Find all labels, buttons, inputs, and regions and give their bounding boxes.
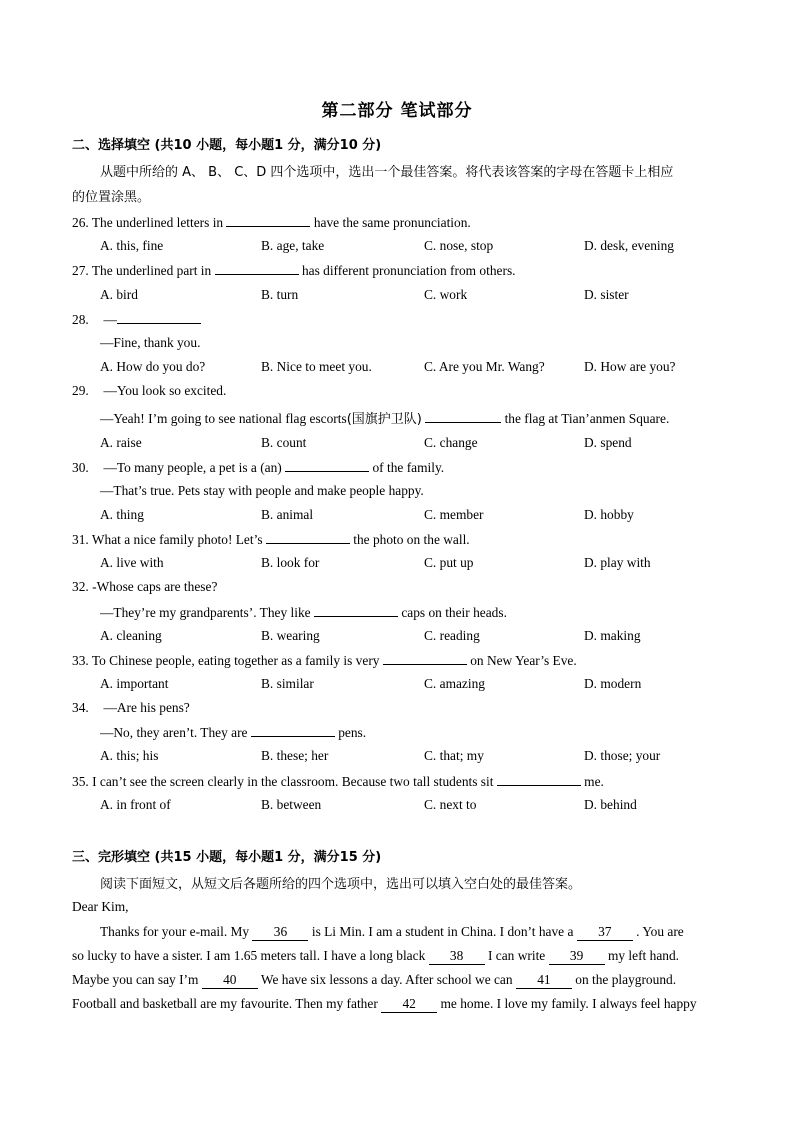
question-27 <box>72 262 516 279</box>
option-a: A. cleaning <box>100 628 162 643</box>
option-a: A. this; his <box>100 748 159 763</box>
question-number: 34. <box>72 700 89 715</box>
answer-blank <box>226 214 310 227</box>
option-b: B. similar <box>261 676 314 691</box>
passage-text: me home. I love my family. I always feel happy <box>440 996 697 1011</box>
question-text: pens. <box>338 725 367 740</box>
passage-text: . You are <box>636 924 684 939</box>
option-c: C. work <box>424 287 468 302</box>
option-b: B. animal <box>261 507 314 522</box>
passage-line-3 <box>72 972 676 989</box>
option-d: D. spend <box>584 435 632 450</box>
question-number: 32. <box>72 579 89 594</box>
letter-greeting: Dear Kim, <box>72 899 129 914</box>
section-instruction-line1: 从题中所给的 A、 B、 C、D 四个选项中，选出一个最佳答案。将代表该答案的字母在答题卡上相应 <box>100 165 674 180</box>
option-a: A. this, fine <box>100 238 164 253</box>
question-text: I can’t see the screen clearly in the classroom. Because two tall students sit <box>92 774 494 789</box>
cloze-instruction: 阅读下面短文，从短文后各题所给的四个选项中，选出可以填入空白处的最佳答案。 <box>100 877 582 892</box>
option-d: D. modern <box>584 676 642 691</box>
question-text: —To many people, a pet is a (an) <box>103 460 282 475</box>
question-text: on New Year’s Eve. <box>470 653 577 668</box>
option-b: B. turn <box>261 287 299 302</box>
question-29 <box>72 383 226 399</box>
section-instruction-line2: 的位置涂黑。 <box>72 190 151 205</box>
option-c: C. amazing <box>424 676 485 691</box>
question-28-reply: —Fine, thank you. <box>100 335 201 350</box>
option-a: A. important <box>100 676 169 691</box>
passage-line-1 <box>100 924 684 941</box>
passage-text: We have six lessons a day. After school we can <box>260 972 513 987</box>
option-d: D. desk, evening <box>584 238 674 253</box>
option-a: A. bird <box>100 287 138 302</box>
option-c: C. put up <box>424 555 474 570</box>
option-d: D. those; your <box>584 748 661 763</box>
answer-blank <box>314 604 398 617</box>
option-d: D. How are you? <box>584 359 676 374</box>
answer-blank <box>117 311 201 324</box>
question-text: —Are his pens? <box>103 700 190 715</box>
passage-text: so lucky to have a sister. I am 1.65 meters tall. I have a long black <box>72 948 426 963</box>
option-d: D. making <box>584 628 641 643</box>
question-34 <box>72 700 190 716</box>
question-26 <box>72 214 471 231</box>
question-text: has different pronunciation from others. <box>301 263 516 278</box>
passage-line-4 <box>72 996 697 1013</box>
option-c: C. next to <box>424 797 477 812</box>
option-b: B. these; her <box>261 748 329 763</box>
option-c: C. Are you Mr. Wang? <box>424 359 545 374</box>
question-text: —You look so excited. <box>103 383 227 398</box>
question-text: caps on their heads. <box>401 605 507 620</box>
option-c: C. nose, stop <box>424 238 494 253</box>
answer-blank <box>285 459 369 472</box>
option-b: B. look for <box>261 555 320 570</box>
question-number: 28. <box>72 312 89 327</box>
cloze-blank-40: 40 <box>202 972 258 989</box>
question-29-reply <box>100 408 669 427</box>
question-number: 29. <box>72 383 89 398</box>
passage-line-2 <box>72 948 679 965</box>
question-text: To Chinese people, eating together as a family is very <box>91 653 380 668</box>
answer-blank <box>425 410 501 423</box>
question-34-reply <box>100 724 366 741</box>
option-a: A. in front of <box>100 797 171 812</box>
option-b: B. Nice to meet you. <box>261 359 372 374</box>
option-a: A. raise <box>100 435 142 450</box>
answer-blank <box>251 724 335 737</box>
cloze-blank-39: 39 <box>549 948 605 965</box>
option-a: A. live with <box>100 555 164 570</box>
option-c: C. change <box>424 435 478 450</box>
page-title: 第二部分 笔试部分 <box>321 101 473 121</box>
passage-text: Thanks for your e-mail. My <box>100 924 250 939</box>
question-text: have the same pronunciation. <box>313 215 471 230</box>
cloze-blank-42: 42 <box>381 996 437 1013</box>
option-c: C. reading <box>424 628 480 643</box>
question-30 <box>72 459 444 476</box>
question-31 <box>72 531 470 548</box>
cloze-blank-38: 38 <box>429 948 485 965</box>
option-b: B. between <box>261 797 322 812</box>
question-text: the photo on the wall. <box>353 532 470 547</box>
passage-text: Football and basketball are my favourite. Then my father <box>72 996 378 1011</box>
question-text: of the family. <box>372 460 445 475</box>
question-number: 30. <box>72 460 89 475</box>
option-b: B. wearing <box>261 628 320 643</box>
option-d: D. play with <box>584 555 651 570</box>
question-number: 35. <box>72 774 89 789</box>
question-text: -Whose caps are these? <box>92 579 218 594</box>
question-number: 26. <box>72 215 89 230</box>
section-heading-cloze: 三、完形填空 (共15 小题，每小题1 分，满分15 分) <box>72 850 382 865</box>
question-text: What a nice family photo! Let’s <box>91 532 263 547</box>
question-text: —No, they aren’t. They are <box>100 725 248 740</box>
question-text: the flag at Tian’anmen Square. <box>504 411 670 426</box>
answer-blank <box>266 531 350 544</box>
passage-text: on the playground. <box>575 972 677 987</box>
question-32 <box>72 579 217 595</box>
question-text: The underlined letters in <box>91 215 224 230</box>
section-heading-multiple-choice: 二、选择填空 (共10 小题，每小题1 分，满分10 分) <box>72 138 382 153</box>
cloze-blank-36: 36 <box>252 924 308 941</box>
passage-text: my left hand. <box>607 948 679 963</box>
question-text: —They’re my grandparents’. They like <box>100 605 311 620</box>
cloze-blank-41: 41 <box>516 972 572 989</box>
option-c: C. that; my <box>424 748 484 763</box>
answer-blank <box>383 652 467 665</box>
question-number: 27. <box>72 263 89 278</box>
passage-text: I can write <box>487 948 546 963</box>
option-d: D. hobby <box>584 507 634 522</box>
answer-blank <box>215 262 299 275</box>
passage-text: is Li Min. I am a student in China. I don’t have a <box>311 924 574 939</box>
question-33 <box>72 652 577 669</box>
cloze-blank-37: 37 <box>577 924 633 941</box>
option-a: A. How do you do? <box>100 359 206 374</box>
answer-blank <box>497 773 581 786</box>
option-d: D. behind <box>584 797 637 812</box>
option-d: D. sister <box>584 287 629 302</box>
question-number: 31. <box>72 532 89 547</box>
question-28 <box>72 311 201 328</box>
option-a: A. thing <box>100 507 144 522</box>
question-text: me. <box>584 774 604 789</box>
question-32-reply <box>100 604 507 621</box>
question-text: — <box>103 312 117 327</box>
question-35 <box>72 773 604 790</box>
question-number: 33. <box>72 653 89 668</box>
chinese-gloss: (国旗护卫队) <box>346 412 422 427</box>
passage-text: Maybe you can say I’m <box>72 972 199 987</box>
option-c: C. member <box>424 507 484 522</box>
option-b: B. age, take <box>261 238 325 253</box>
question-text: —Yeah! I’m going to see national flag escorts <box>100 411 347 426</box>
question-text: The underlined part in <box>91 263 212 278</box>
option-b: B. count <box>261 435 307 450</box>
question-30-reply: —That’s true. Pets stay with people and make people happy. <box>100 483 424 498</box>
